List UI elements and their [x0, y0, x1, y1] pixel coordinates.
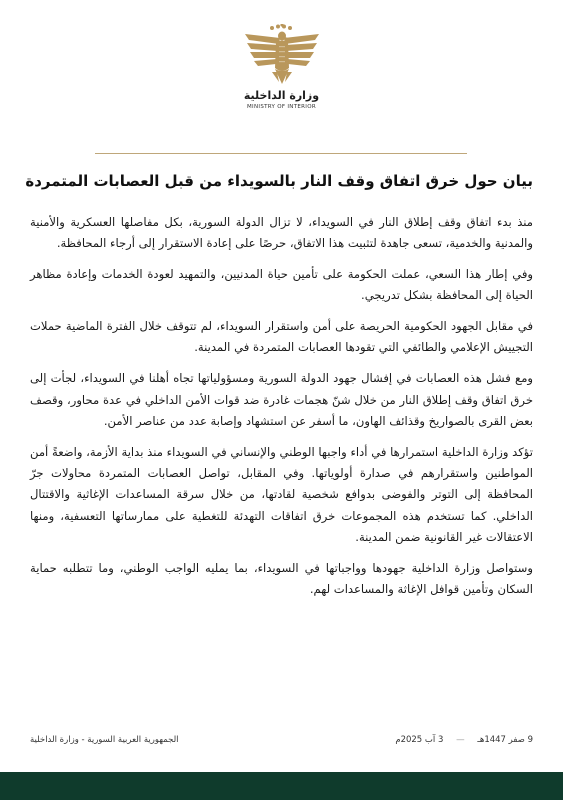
footer-issuer: الجمهورية العربية السورية - وزارة الداخلية	[30, 735, 179, 745]
paragraph-6: وستواصل وزارة الداخلية جهودها وواجباتها في السويداء، بما يمليه الواجب الوطني، وما تتطلبه حماية السكان وتأمين قوافل الإغاثة والمساعدات لهم.	[30, 560, 533, 596]
golden-eagle-emblem-icon	[243, 24, 321, 86]
statement-body	[30, 212, 533, 610]
statement-title: بيان حول خرق اتفاق وقف النار بالسويداء من قبل العصابات المتمردة	[25, 172, 533, 190]
paragraph-1: منذ بدء اتفاق وقف إطلاق النار في السويداء، لا تزال الدولة السورية، بكل مفاصلها العسكرية والأمنية والمدنية والخدمية، تسعى جاهدة لتثبيت هذا الاتفاق، حرصًا على إعادة الاستقرار إلى أرجاء المحافظة.	[30, 215, 533, 251]
footer-dates	[395, 735, 533, 745]
ministry-logo	[237, 24, 327, 110]
date-hijri: 9 صفر 1447هـ	[477, 735, 533, 745]
paragraph-2: وفي إطار هذا السعي، عملت الحكومة على تأمين حياة المدنيين، والتمهيد لعودة الخدمات وإعادة مظاهر الحياة إلى المحافظة بشكل تدريجي.	[30, 267, 533, 303]
date-gregorian: 3 آب 2025م	[395, 735, 444, 745]
bottom-color-bar	[0, 772, 563, 800]
header-divider	[95, 153, 467, 154]
ministry-name-english: MINISTRY OF INTERIOR	[247, 104, 316, 111]
ministry-name-arabic: وزارة الداخلية	[243, 89, 320, 102]
statement-footer	[30, 735, 533, 749]
date-separator: —	[456, 735, 465, 745]
paragraph-4: ومع فشل هذه العصابات في إفشال جهود الدولة السورية ومسؤولياتها تجاه أهلنا في السويداء، لجأت إلى خرق اتفاق وقف إطلاق النار من خلال شنّ هجمات غادرة ضد قوات الأمن الداخلي في عدة محاور، وقصف بعض القرى بالصواريخ وقذائف الهاون، ما أسفر عن استشهاد وإصابة عدد من عناصر الأمن.	[30, 371, 533, 428]
paragraph-3: في مقابل الجهود الحكومية الحريصة على أمن واستقرار السويداء، لم تتوقف خلال الفترة الماضية حملات التجييش الإعلامي والطائفي التي تقودها العصابات المتمردة في المدينة.	[30, 319, 533, 355]
paragraph-5: تؤكد وزارة الداخلية استمرارها في أداء واجبها الوطني والإنساني في السويداء منذ بداية الأزمة، واضعةً أمن المواطنين واستقرارهم في صدارة أولوياتها. وفي المقابل، تواصل العصابات المتمردة محاولات جرّ المحافظة إلى التوتر والفوضى بدوافع شخصية لقادتها، من خلال سرقة المساعدات الإغاثية والاقتتال الداخلي. كما تستخدم هذه المجموعات خرق اتفاقات التهدئة للتغطية على ممارساتها التعسفية، ومنها الاعتقالات غير القانونية ضمن المدينة.	[30, 444, 533, 544]
